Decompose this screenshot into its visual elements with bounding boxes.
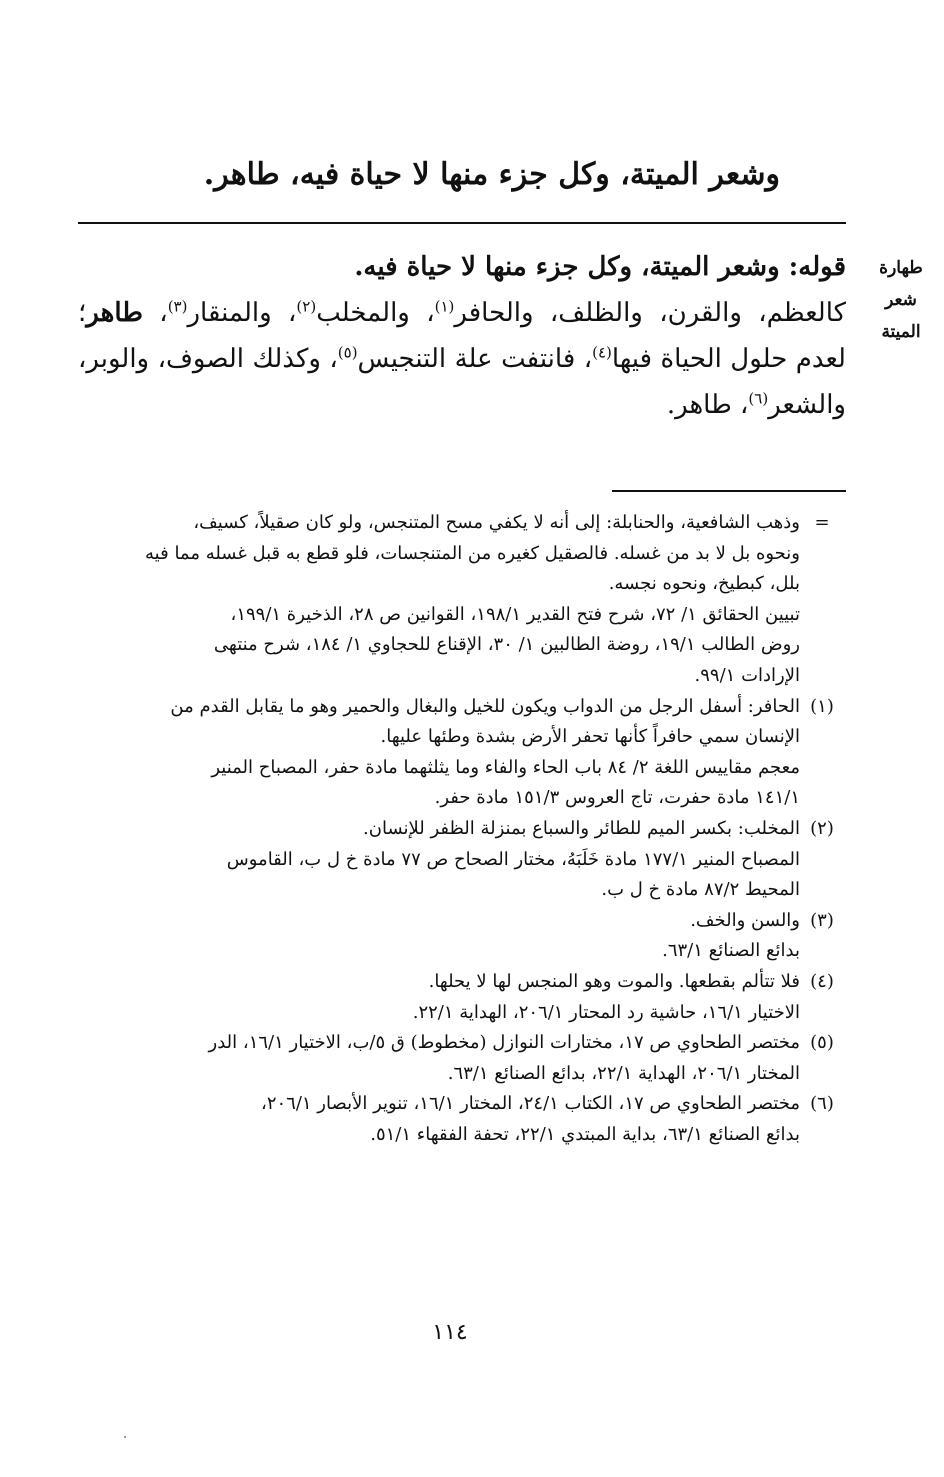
footnote-separator [612, 490, 846, 492]
footnote-line: الإنسان سمي حافراً كأنها تحفر الأرض بشدة وطئها عليها. [380, 726, 800, 748]
footnote-body [78, 1028, 800, 1089]
commentary-heading: قوله: وشعر الميتة، وكل جزء منها لا حياة فيه. [354, 252, 846, 282]
commentary-keyword: طاهر [86, 298, 143, 328]
footnote-mark: (١) [810, 695, 834, 717]
footnote-body [78, 967, 800, 1028]
footnote-body [78, 906, 800, 967]
matn-text: وشعر الميتة، وكل جزء منها لا حياة فيه، طاهر. [203, 157, 780, 192]
margin-note [866, 252, 936, 348]
footnote-line: المختار ٢٠٦/١، الهداية ٢٢/١، بدائع الصنائع ٦٣/١. [447, 1062, 800, 1084]
commentary-text: كالعظم، والقرن، والظلف، والحافر [454, 298, 847, 328]
footnote-mark: (٦) [810, 1093, 834, 1115]
commentary-text: ، طاهر. [666, 390, 749, 420]
footnotes [78, 508, 844, 1150]
footnote-line: معجم مقاييس اللغة ٢/ ٨٤ باب الحاء والفاء وما يثلثهما مادة حفر، المصباح المنير [211, 756, 800, 778]
footnote-ref: (٤) [592, 343, 612, 362]
footnote-line: مختصر الطحاوي ص ١٧، الكتاب ٢٤/١، المختار ١٦/١، تنوير الأبصار ٢٠٦/١، [261, 1093, 800, 1115]
footnote-ref: (١) [434, 297, 455, 316]
footnote [78, 692, 844, 814]
footnote-mark: (٤) [810, 970, 834, 992]
footnote-mark: (٥) [810, 1032, 834, 1054]
footnote-line: المخلب: بكسر الميم للطائر والسباع بمنزلة الظفر للإنسان. [363, 817, 800, 839]
footnote-line: الحافر: أسفل الرجل من الدواب ويكون للخيل والبغال والحمير وهو ما يقابل القدم من [170, 695, 800, 717]
footnote-ref: (٦) [748, 389, 769, 408]
scan-speck [124, 1436, 126, 1438]
margin-note-line: الميتة [881, 322, 921, 342]
commentary-text: ، فانتفت علة التنجيس [357, 344, 593, 374]
commentary-text: ، وكذلك الصوف، والوبر، والشعر [78, 344, 846, 420]
commentary-text: ، والمنقار [187, 298, 297, 328]
footnote [78, 814, 844, 906]
footnote-mark: = [814, 512, 830, 533]
matn-separator [78, 222, 846, 224]
footnote-line: المصباح المنير ١٧٧/١ مادة خَلَبَهُ، مختار الصحاح ص ٧٧ مادة خ ل ب، القاموس [226, 848, 800, 870]
footnote-ref: (٢) [296, 297, 317, 316]
footnote-line: ونحوه بل لا بد من غسله. فالصقيل كغيره من المتنجسات، فلو قطع به قبل غسله مما فيه [145, 542, 800, 564]
commentary-body [78, 290, 846, 428]
footnote [78, 906, 844, 967]
footnote-line: ١٤١/١ مادة حفرت، تاج العروس ١٥١/٣ مادة حفر. [434, 787, 800, 809]
footnote-mark: (٣) [810, 909, 834, 931]
footnote-body [78, 1089, 800, 1150]
footnote [78, 1089, 844, 1150]
page-number: ١١٤ [432, 1320, 468, 1345]
commentary-text: ، والمخلب [316, 298, 435, 328]
footnote-line: بدائع الصنائع ٦٣/١، بداية المبتدي ٢٢/١، تحفة الفقهاء ٥١/١. [370, 1123, 800, 1145]
footnote [78, 508, 844, 692]
footnote-body [78, 814, 800, 906]
commentary-text: ، [142, 298, 168, 328]
commentary [78, 244, 846, 428]
margin-note-line: طهارة [879, 258, 923, 278]
footnote-line: الإرادات ٩٩/١. [694, 664, 800, 686]
footnote-line: روض الطالب ١٩/١، روضة الطالبين ١/ ٣٠، الإقناع للحجاوي ١/ ١٨٤، شرح منتهى [213, 634, 800, 656]
footnote-ref: (٣) [167, 297, 188, 316]
footnote [78, 967, 844, 1028]
footnote-line: مختصر الطحاوي ص ١٧، مختارات النوازل (مخطوط) ق ٥/ب، الاختيار ١٦/١، الدر [208, 1032, 800, 1054]
footnote-line: والسن والخف. [690, 909, 800, 931]
footnote-line: الاختيار ١٦/١، حاشية رد المحتار ٢٠٦/١، الهداية ٢٢/١. [412, 1001, 800, 1023]
footnote-body [78, 692, 800, 814]
footnote-line: وذهب الشافعية، والحنابلة: إلى أنه لا يكفي مسح المتنجس، ولو كان صقيلاً، كسيف، [193, 512, 800, 533]
footnote-line: بدائع الصنائع ٦٣/١. [662, 940, 800, 962]
footnote-line: تبيين الحقائق ١/ ٧٢، شرح فتح القدير ١٩٨/١، القوانين ص ٢٨، الذخيرة ١٩٩/١، [230, 603, 800, 625]
footnote [78, 1028, 844, 1089]
footnote-line: المحيط ٨٧/٢ مادة خ ل ب. [601, 879, 800, 901]
footnote-ref: (٥) [337, 343, 358, 362]
footnote-line: بلل، كبطيخ، ونحوه نجسه. [608, 573, 800, 595]
commentary-text: ؛ لعدم حلول الحياة فيها [78, 298, 846, 374]
footnote-line: فلا تتألم بقطعها. والموت وهو المنجس لها لا يحلها. [428, 970, 800, 992]
margin-note-line: شعر [885, 290, 917, 310]
footnote-mark: (٢) [810, 817, 834, 839]
footnote-body [78, 508, 800, 692]
